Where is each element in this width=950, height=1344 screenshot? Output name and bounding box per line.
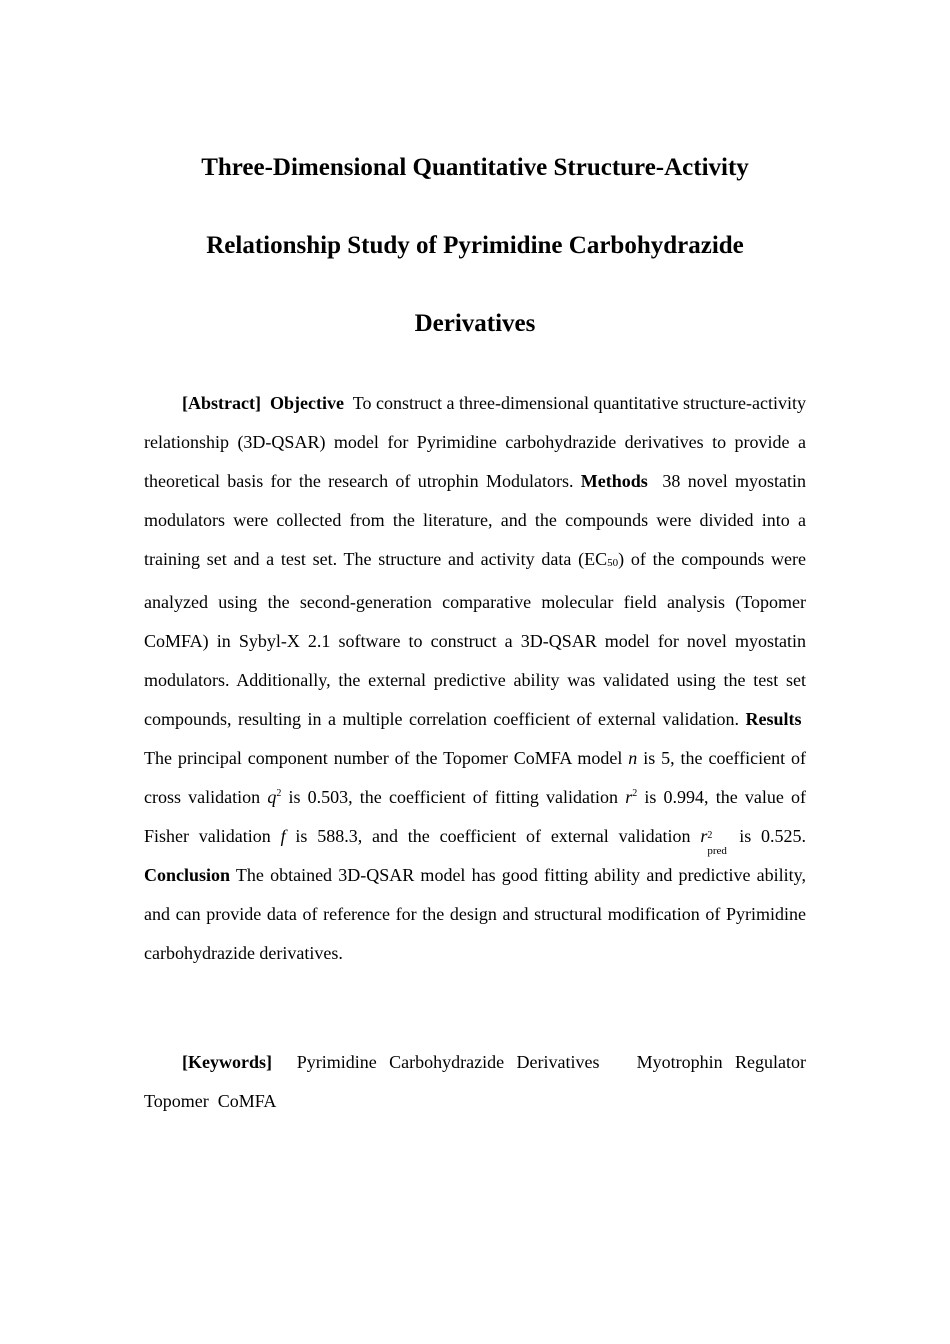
methods-label: Methods bbox=[580, 471, 648, 491]
title-line-3: Derivatives bbox=[414, 310, 536, 337]
keywords-paragraph bbox=[144, 1043, 820, 1121]
title-line-2: Relationship Study of Pyrimidine Carbohydrazide bbox=[206, 232, 744, 259]
conclusion-text: The obtained 3D-QSAR model has good fitting ability and predictive ability, and can provide data of reference for the design and structural modification of Pyrimidine carbohydrazide derivatives. bbox=[144, 865, 806, 963]
results-label: Results bbox=[745, 709, 802, 729]
results-r-superscript: 2 bbox=[632, 788, 638, 799]
results-r-symbol: r bbox=[625, 787, 633, 807]
results-text-6: is 0.525. bbox=[729, 826, 806, 846]
results-q-symbol: q bbox=[267, 787, 277, 807]
results-q-superscript: 2 bbox=[276, 788, 282, 799]
ec50-subscript: 50 bbox=[607, 557, 619, 569]
r2pred-subscript: pred bbox=[707, 845, 727, 857]
methods-text-1: 38 novel myostatin modulators were collected from the literature, and the compounds were divided into a training set and a test set. The structure and activity data (EC bbox=[144, 471, 806, 569]
conclusion-label: Conclusion bbox=[144, 865, 231, 885]
keywords-text: Pyrimidine Carbohydrazide Derivatives Myotrophin Regulator Topomer CoMFA bbox=[144, 1052, 820, 1111]
objective-text: To construct a three-dimensional quantitative structure-activity relationship (3D-QSAR) model for Pyrimidine carbohydrazide derivatives to provide a theoretical basis for the research of utrophin Modulators. bbox=[144, 393, 806, 491]
results-text-2: is 5, the coefficient of cross validation bbox=[144, 748, 806, 807]
paper-title bbox=[144, 145, 806, 379]
abstract-label: [Abstract] bbox=[182, 393, 261, 413]
results-n-symbol: n bbox=[628, 748, 638, 768]
title-line-1: Three-Dimensional Quantitative Structure-Activity bbox=[201, 154, 749, 181]
r2pred-script bbox=[707, 830, 729, 857]
results-text-4: is 0.994, the value of Fisher validation bbox=[144, 787, 806, 846]
results-text-1: The principal component number of the Topomer CoMFA model bbox=[144, 748, 629, 768]
r2pred-superscript: 2 bbox=[707, 830, 713, 841]
abstract-paragraph bbox=[144, 384, 806, 973]
objective-label: Objective bbox=[270, 393, 345, 413]
keywords-label: [Keywords] bbox=[182, 1052, 272, 1072]
methods-text-2: ) of the compounds were analyzed using the second-generation comparative molecular field analysis (Topomer CoMFA) in Sybyl-X 2.1 software to construct a 3D-QSAR model for novel myostatin modulators. Additionally, the external predictive ability was validated using the test set compounds, resulting in a multiple correlation coefficient of external validation. bbox=[144, 549, 806, 729]
results-f-symbol: f bbox=[280, 826, 286, 846]
results-text-3: is 0.503, the coefficient of fitting validation bbox=[281, 787, 626, 807]
results-text-5: is 588.3, and the coefficient of external validation bbox=[285, 826, 701, 846]
results-r2pred-symbol: r bbox=[700, 826, 708, 846]
